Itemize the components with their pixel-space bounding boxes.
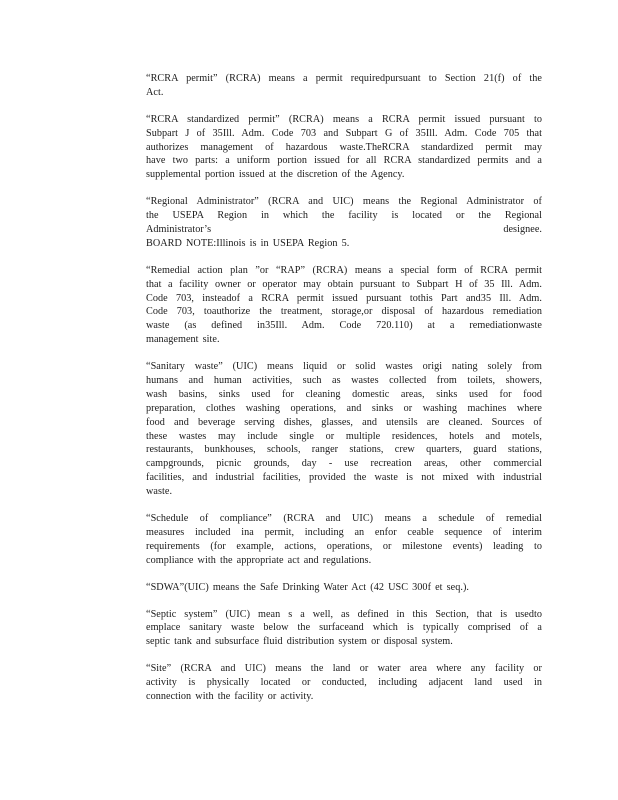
definition-line: humans and human activities, such as wastes collected from toilets, showers, — [146, 375, 542, 387]
definition-line: emplace sanitary waste below the surfaceand which is typically comprised of a — [146, 622, 542, 634]
definition-line: facilities, and industrial facilities, provided the waste is not mixed with industrial — [146, 472, 542, 484]
definition-paragraph — [146, 264, 542, 347]
definition-line: food and beverage serving dishes, glasses, and utensils are cleaned. Sources of — [146, 416, 542, 428]
definition-line: supplemental portion issued at the discretion of the Agency. — [146, 169, 405, 181]
definition-paragraph — [146, 581, 542, 595]
definition-line: “RCRA permit” (RCRA) means a permit requiredpursuant to Section 21(f) of the — [146, 73, 542, 84]
definition-line: authorizes management of hazardous waste.TheRCRA standardized permit may — [146, 141, 542, 153]
definition-line: “Remedial action plan ”or “RAP” (RCRA) means a special form of RCRA permit — [146, 264, 542, 276]
definition-paragraph — [146, 72, 542, 100]
definition-line: waste (as defined in35Ill. Adm. Code 720.110) at a remediationwaste — [146, 320, 542, 332]
definition-line: Administrator’s designee. — [146, 224, 542, 236]
definition-line: Act. — [146, 86, 164, 98]
definition-line: “Sanitary waste” (UIC) means liquid or solid wastes origi nating solely from — [146, 361, 542, 373]
definition-line: restaurants, bunkhouses, schools, ranger stations, crew quarters, guard stations, — [146, 444, 542, 456]
definition-line: management site. — [146, 334, 220, 346]
definition-line: waste. — [146, 486, 173, 498]
definition-line: “SDWA”(UIC) means the Safe Drinking Water Act (42 USC 300f et seq.). — [146, 581, 470, 593]
definition-line: have two parts: a uniform portion issued for all RCRA standardized permits and a — [146, 155, 542, 167]
definition-paragraph — [146, 608, 542, 650]
definition-paragraph — [146, 662, 542, 704]
definition-paragraph — [146, 360, 542, 499]
definition-line: campgrounds, picnic grounds, day - use recreation areas, other commercial — [146, 458, 542, 470]
definition-line: wash basins, sinks used for cleaning domestic areas, sinks used for food — [146, 388, 542, 400]
definition-line: “Septic system” (UIC) mean s a well, as defined in this Section, that is usedto — [146, 608, 542, 620]
definition-line: “Site” (RCRA and UIC) means the land or water area where any facility or — [146, 663, 542, 675]
definitions-body — [146, 72, 542, 717]
definition-line: “RCRA standardized permit” (RCRA) means a RCRA permit issued pursuant to — [146, 113, 542, 125]
definition-line: activity is physically located or conducted, including adjacent land used in — [146, 677, 542, 689]
definition-paragraph — [146, 512, 542, 568]
definition-line: these wastes may include single or multiple residences, hotels and motels, — [146, 430, 542, 442]
definition-line: Code 703, insteadof a RCRA permit issued pursuant tothis Part and35 Ill. Adm. — [146, 292, 542, 304]
definition-line: “Regional Administrator” (RCRA and UIC) means the Regional Administrator of — [146, 196, 542, 208]
definition-line: BOARD NOTE:Illinois is in USEPA Region 5. — [146, 237, 350, 249]
definition-line: that a facility owner or operator may obtain pursuant to Subpart H of 35 Ill. Adm. — [146, 278, 542, 290]
definition-paragraph — [146, 195, 542, 251]
definition-line: requirements (for example, actions, operations, or milestone events) leading to — [146, 540, 542, 552]
definition-line: compliance with the appropriate act and regulations. — [146, 554, 372, 566]
definition-line: preparation, clothes washing operations, and sinks or washing machines where — [146, 402, 542, 414]
definition-line: Subpart J of 35Ill. Adm. Code 703 and Subpart G of 35Ill. Adm. Code 705 that — [146, 127, 542, 139]
definition-paragraph — [146, 113, 542, 182]
definition-line: the USEPA Region in which the facility is located or the Regional — [146, 210, 542, 222]
definition-line: Code 703, toauthorize the treatment, storage,or disposal of hazardous remediation — [146, 306, 542, 318]
definition-line: measures included ina permit, including an enfor ceable sequence of interim — [146, 526, 542, 538]
definition-line: septic tank and subsurface fluid distribution system or disposal system. — [146, 636, 453, 648]
definition-line: connection with the facility or activity. — [146, 690, 314, 702]
definition-line: “Schedule of compliance” (RCRA and UIC) means a schedule of remedial — [146, 513, 542, 525]
